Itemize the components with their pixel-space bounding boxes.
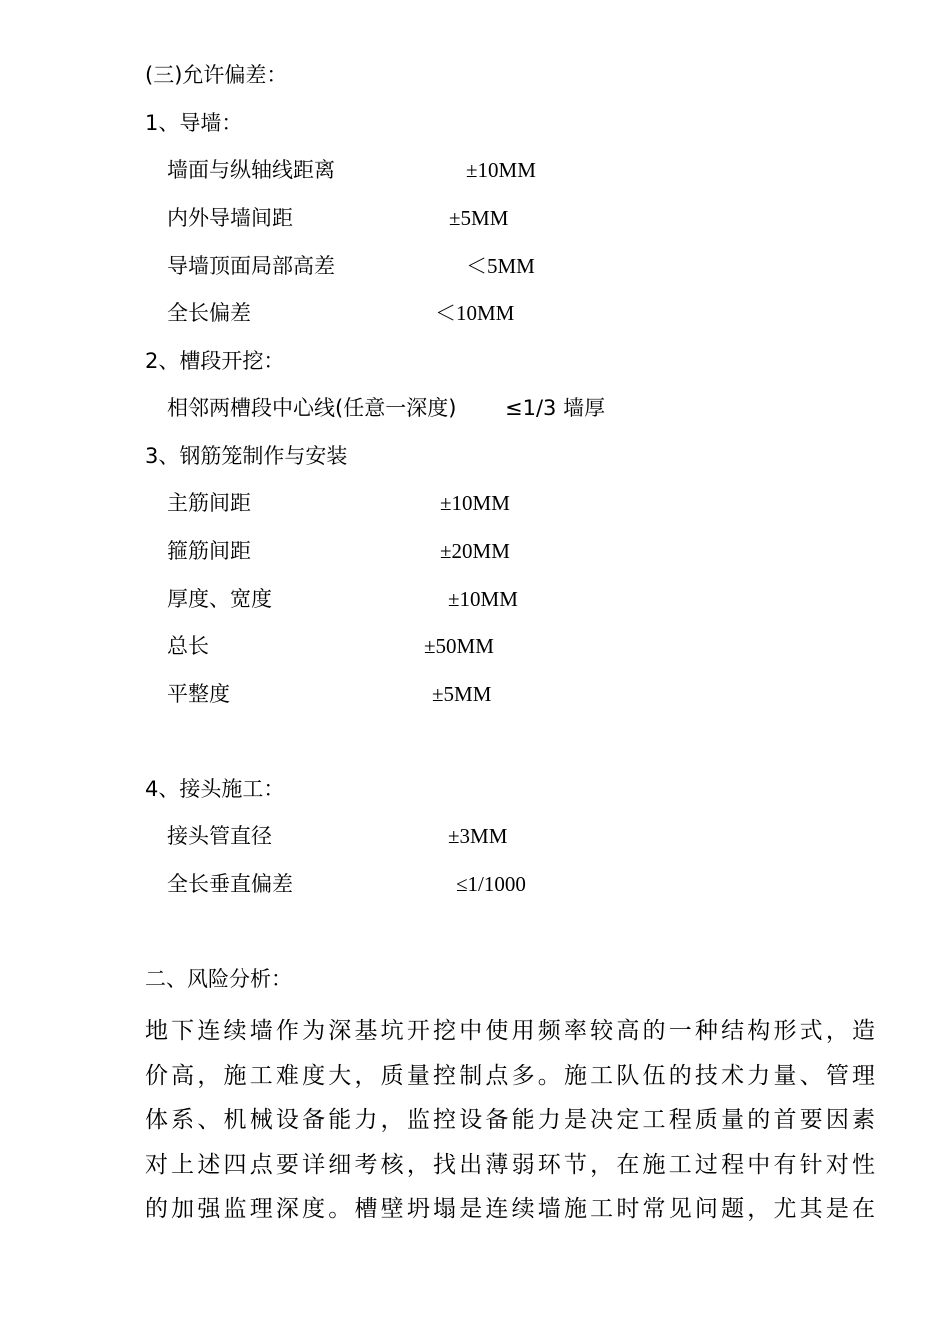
section-heading-allowed-deviation: (三)允许偏差： <box>145 63 288 87</box>
item-label: 内外导墙间距 <box>167 206 293 230</box>
item-value: ＜5MM <box>466 254 535 278</box>
item-label: 总长 <box>167 634 209 658</box>
group-title-guide-wall: 1、导墙： <box>145 111 243 135</box>
group-title-rebar-cage: 3、钢筋笼制作与安装 <box>145 444 348 468</box>
item-value: ±50MM <box>424 634 494 658</box>
paragraph-line: 价高，施工难度大，质量控制点多。施工队伍的技术力量、管理 <box>145 1062 875 1089</box>
risk-analysis-paragraph <box>145 1009 875 1232</box>
item-label: 平整度 <box>167 682 230 706</box>
item-label: 厚度、宽度 <box>167 587 272 611</box>
item-label: 接头管直径 <box>167 824 272 848</box>
item-value: ≤1/1000 <box>456 872 526 896</box>
item-label: 主筋间距 <box>167 491 251 515</box>
item-label: 导墙顶面局部高差 <box>167 254 335 278</box>
item-value: ±3MM <box>448 824 508 848</box>
item-value: ±20MM <box>440 539 510 563</box>
item-value: ±5MM <box>449 206 509 230</box>
paragraph-line: 的加强监理深度。槽壁坍塌是连续墙施工时常见问题，尤其是在 <box>145 1196 875 1222</box>
item-value: ＜10MM <box>435 301 515 325</box>
item-value: ±10MM <box>448 587 518 611</box>
group-title-joint-construction: 4、接头施工： <box>145 777 285 801</box>
item-value: ±10MM <box>440 491 510 515</box>
item-value: ±10MM <box>466 158 536 182</box>
item-label: 墙面与纵轴线距离 <box>167 158 335 182</box>
group-title-trench-excavation: 2、槽段开挖： <box>145 349 285 373</box>
paragraph-line: 地下连续墙作为深基坑开挖中使用频率较高的一种结构形式，造 <box>145 1018 875 1044</box>
paragraph-line: 体系、机械设备能力，监控设备能力是决定工程质量的首要因素 <box>145 1107 875 1133</box>
item-label: 全长偏差 <box>167 301 251 325</box>
paragraph-line: 对上述四点要详细考核，找出薄弱环节，在施工过程中有针对性 <box>145 1151 875 1178</box>
item-label: 全长垂直偏差 <box>167 872 293 896</box>
item-value: ≤1/3 墙厚 <box>505 396 606 420</box>
section-heading-risk-analysis: 二、风险分析： <box>145 967 292 991</box>
item-value: ±5MM <box>432 682 492 706</box>
item-label: 相邻两槽段中心线(任意一深度) <box>167 396 457 420</box>
item-label: 箍筋间距 <box>167 539 251 563</box>
